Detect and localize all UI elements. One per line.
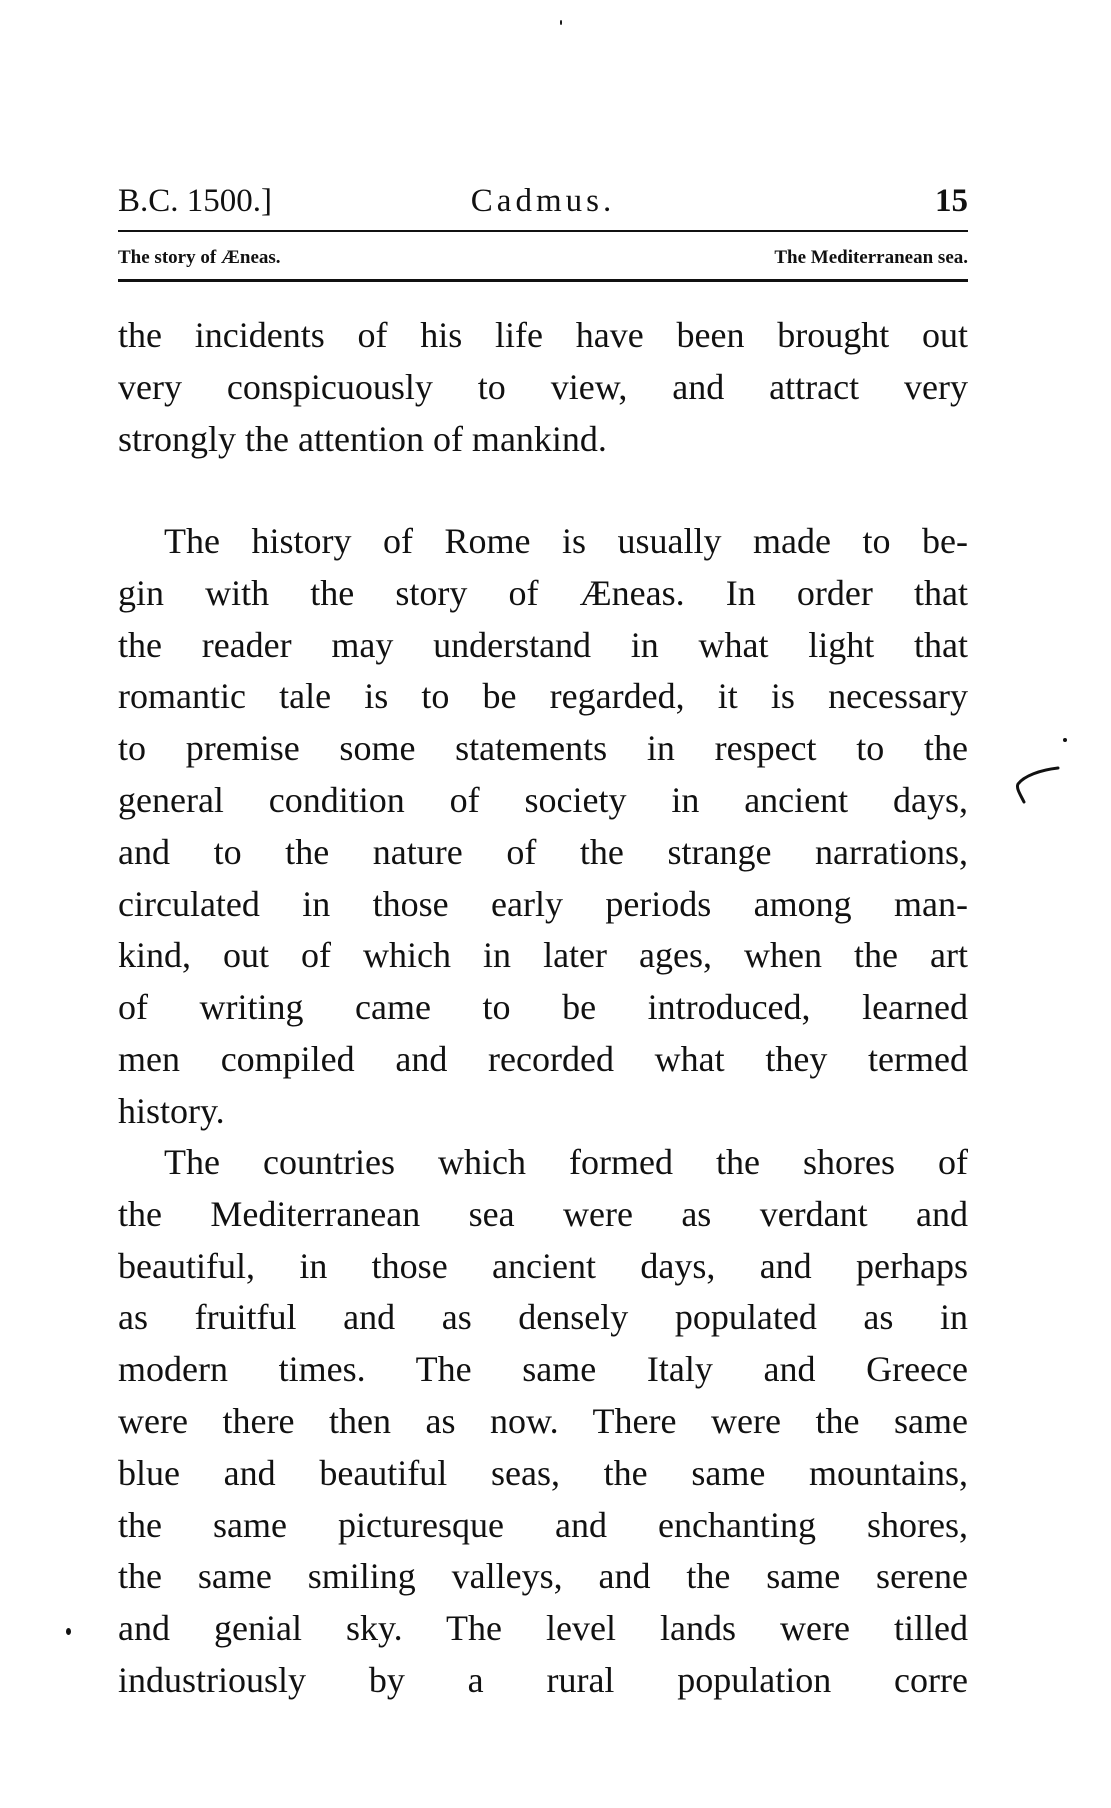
text-line: beautiful, in those ancient days, and perhaps [118, 1245, 968, 1286]
paragraph-3 [118, 1137, 968, 1707]
text-line: circulated in those early periods among man- [118, 883, 968, 924]
text-line: as fruitful and as densely populated as in [118, 1297, 968, 1338]
text-line: strongly the attention of mankind. [118, 418, 607, 459]
ink-speck [1063, 738, 1067, 742]
text-line: to premise some statements in respect to the [118, 728, 968, 769]
text-line: industriously by a rural population corre [118, 1659, 968, 1700]
text-line: The history of Rome is usually made to be- [164, 521, 968, 561]
sidenote-left: The story of Æneas. [118, 247, 281, 268]
header-rule [118, 230, 968, 232]
text-line: gin with the story of Æneas. In order that [118, 572, 968, 613]
text-line: and to the nature of the strange narrations, [118, 831, 968, 872]
header-date: B.C. 1500.] [118, 183, 273, 219]
text-line: the reader may understand in what light that [118, 624, 968, 665]
ink-speck [66, 1628, 71, 1635]
text-line: were there then as now. There were the same [118, 1400, 968, 1441]
text-line: kind, out of which in later ages, when the art [118, 935, 968, 976]
text-line: and genial sky. The level lands were tilled [118, 1608, 968, 1649]
sidenote-right: The Mediterranean sea. [774, 247, 968, 268]
header-title: Cadmus. [470, 183, 616, 219]
text-line: the incidents of his life have been brought out [118, 315, 968, 355]
page-number: 15 [935, 183, 968, 219]
text-line: of writing came to be introduced, learned [118, 987, 968, 1028]
paragraph-1 [118, 310, 968, 465]
text-line: men compiled and recorded what they termed [118, 1038, 968, 1079]
text-line: the same smiling valleys, and the same serene [118, 1556, 968, 1597]
paragraph-2 [118, 516, 968, 1138]
text-line: modern times. The same Italy and Greece [118, 1349, 968, 1390]
text-line: romantic tale is to be regarded, it is necessary [118, 676, 968, 717]
text-line: history. [118, 1090, 225, 1131]
text-line: very conspicuously to view, and attract very [118, 366, 968, 407]
ink-speck [560, 20, 562, 25]
text-line: general condition of society in ancient days, [118, 779, 968, 820]
subheader-rule [118, 279, 968, 282]
text-line: the same picturesque and enchanting shores, [118, 1504, 968, 1545]
running-head [118, 178, 968, 224]
text-line: The countries which formed the shores of [164, 1142, 968, 1182]
text-line: the Mediterranean sea were as verdant and [118, 1193, 968, 1234]
text-line: blue and beautiful seas, the same mountains, [118, 1452, 968, 1493]
margin-pencil-mark [1010, 760, 1070, 840]
subject-headings [118, 244, 968, 272]
